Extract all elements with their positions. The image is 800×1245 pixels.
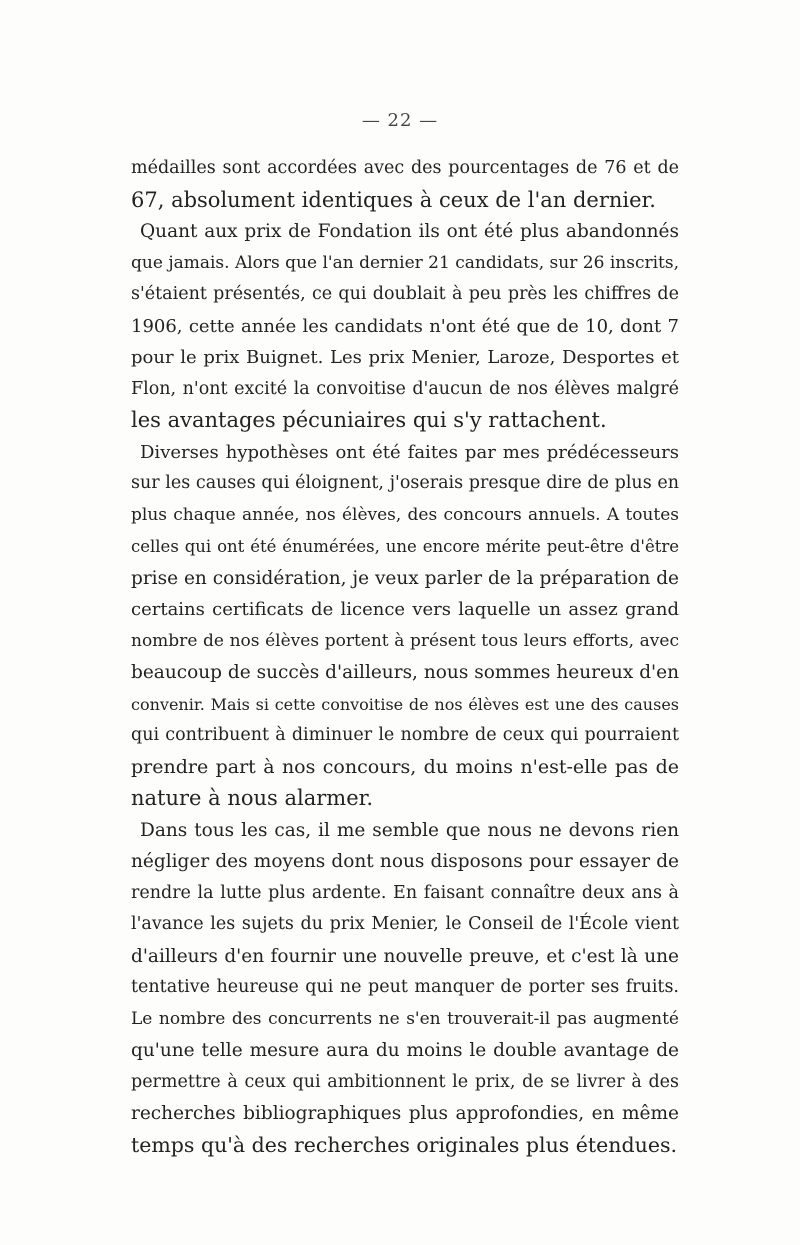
text-line: recherches bibliographiques plus approfondies, en même	[131, 1103, 679, 1124]
text-line: convenir. Mais si cette convoitise de nos élèves est une des causes	[131, 694, 679, 714]
text-line: Le nombre des concurrents ne s'en trouverait-il pas augmenté	[131, 1008, 679, 1029]
text-line: médailles sont accordées avec des pourcentages de 76 et de	[131, 158, 679, 178]
text-line: négliger des moyens dont nous disposons pour essayer de	[131, 851, 679, 872]
text-line: temps qu'à des recherches originales plus étendues.	[131, 1132, 678, 1157]
text-line: prise en considération, je veux parler de la préparation de	[131, 567, 679, 589]
text-line: 1906, cette année les candidats n'ont été que de 10, dont 7	[131, 315, 679, 337]
text-line: s'étaient présentés, ce qui doublait à peu près les chiffres de	[131, 284, 679, 304]
text-line: tentative heureuse qui ne peut manquer de porter ses fruits.	[131, 977, 679, 997]
text-line: Quant aux prix de Fondation ils ont été plus abandonnés	[140, 221, 679, 242]
text-line: certains certificats de licence vers laquelle un assez grand	[131, 599, 679, 620]
text-line: beaucoup de succès d'ailleurs, nous sommes heureux d'en	[131, 662, 679, 683]
page-number: — 22 —	[361, 110, 439, 131]
text-line: qui contribuent à diminuer le nombre de ceux qui pourraient	[131, 725, 679, 745]
text-line: 67, absolument identiques à ceux de l'an dernier.	[131, 187, 656, 212]
body-text	[131, 153, 679, 1161]
text-line: qu'une telle mesure aura du moins le double avantage de	[131, 1040, 679, 1061]
text-line: Dans tous les cas, il me semble que nous ne devons rien	[140, 819, 679, 841]
text-line: prendre part à nos concours, du moins n'est-elle pas de	[131, 755, 679, 778]
text-line: permettre à ceux qui ambitionnent le prix, de se livrer à des	[131, 1071, 679, 1092]
text-line: plus chaque année, nos élèves, des concours annuels. A toutes	[131, 504, 679, 525]
text-line: rendre la lutte plus ardente. En faisant connaître deux ans à	[131, 882, 679, 903]
text-line: sur les causes qui éloignent, j'oserais presque dire de plus en	[131, 473, 679, 493]
text-line: que jamais. Alors que l'an dernier 21 candidats, sur 26 inscrits,	[131, 252, 679, 273]
text-line: Flon, n'ont excité la convoitise d'aucun de nos élèves malgré	[131, 378, 679, 399]
text-line: d'ailleurs d'en fournir une nouvelle preuve, et c'est là une	[131, 945, 679, 967]
text-line: pour le prix Buignet. Les prix Menier, Laroze, Desportes et	[131, 347, 679, 368]
text-line: l'avance les sujets du prix Menier, le Conseil de l'École vient	[131, 914, 679, 934]
text-line: nombre de nos élèves portent à présent tous leurs efforts, avec	[131, 630, 679, 651]
text-line: les avantages pécuniaires qui s'y rattachent.	[131, 408, 607, 432]
text-line: celles qui ont été énumérées, une encore mérite peut-être d'être	[131, 537, 679, 556]
text-line: nature à nous alarmer.	[131, 786, 374, 810]
text-line: Diverses hypothèses ont été faites par mes prédécesseurs	[140, 441, 679, 463]
